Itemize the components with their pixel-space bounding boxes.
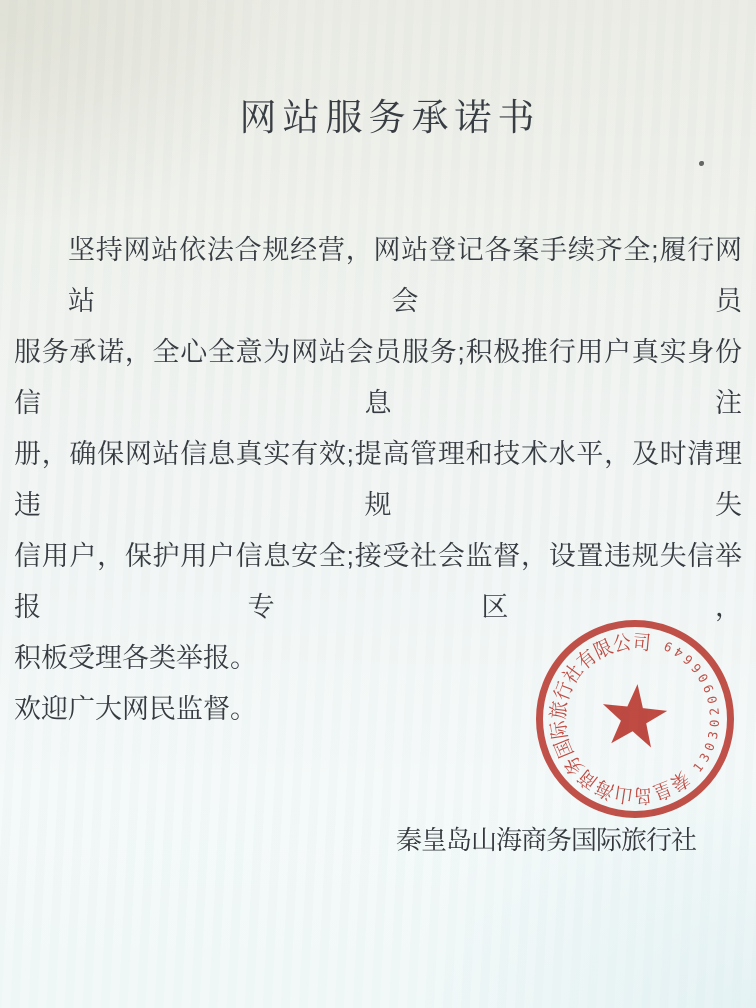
scan-speck — [699, 161, 704, 166]
document-title: 网站服务承诺书 — [239, 98, 541, 139]
signature-company-name: 秦皇岛山海商务国际旅行社 — [396, 825, 697, 855]
body-line: 信用户，保护用户信息安全;接受社会监督，设置违规失信举报专区， — [14, 541, 742, 622]
company-seal — [525, 609, 745, 829]
body-line: 欢迎广大网民监督。 — [14, 694, 257, 724]
body-line: 坚持网站依法合规经营，网站登记各案手续齐全;履行网站会员 — [68, 235, 742, 316]
body-line: 册，确保网站信息真实有效;提高管理和技术水平，及时清理违规失 — [14, 439, 742, 520]
body-line: 积板受理各类举报。 — [14, 643, 257, 673]
seal-company-name: 秦皇岛山海商务国际旅行社有限公司 — [547, 631, 694, 807]
seal-code-number: 1303020906649 — [661, 638, 723, 775]
red-star-icon — [599, 681, 670, 749]
body-line: 服务承诺，全心全意为网站会员服务;积极推行用户真实身份信息注 — [14, 337, 742, 418]
